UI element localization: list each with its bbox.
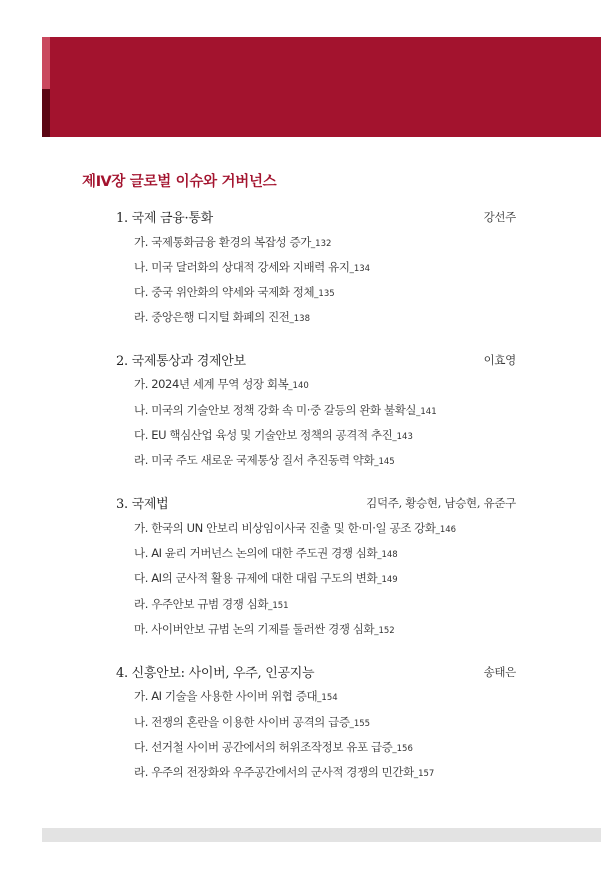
toc-item[interactable]: 다. AI의 군사적 활용 규제에 대한 대립 구도의 변화_149: [134, 571, 398, 585]
page-number: _154: [317, 693, 338, 703]
toc-item[interactable]: 라. 우주안보 규범 경쟁 심화_151: [134, 597, 289, 611]
toc-item[interactable]: 가. 2024년 세계 무역 성장 회복_140: [134, 377, 309, 391]
section-author: 강선주: [483, 210, 516, 224]
section-title[interactable]: 1. 국제 금융·통화: [116, 211, 213, 226]
banner-accent-light: [42, 37, 50, 89]
banner-accent-dark: [42, 89, 50, 137]
section-title[interactable]: 3. 국제법: [116, 497, 169, 512]
page-number: _143: [392, 432, 413, 442]
page-number: _155: [349, 719, 371, 729]
chapter-title: 제Ⅳ장 글로벌 이슈와 거버넌스: [82, 174, 277, 190]
page-number: _135: [314, 289, 335, 299]
page-number: _134: [349, 264, 371, 274]
toc-item[interactable]: 라. 미국 주도 새로운 국제통상 질서 추진동력 약화_145: [134, 453, 395, 467]
toc-item[interactable]: 라. 중앙은행 디지털 화폐의 진전_138: [134, 310, 310, 324]
toc-item[interactable]: 나. 미국의 기술안보 정책 강화 속 미·중 갈등의 완화 불확실_141: [134, 403, 437, 417]
toc-item[interactable]: 다. EU 핵심산업 육성 및 기술안보 정책의 공격적 추진_143: [134, 428, 413, 442]
section-title[interactable]: 2. 국제통상과 경제안보: [116, 354, 246, 369]
toc-item[interactable]: 다. 선거철 사이버 공간에서의 허위조작정보 유포 급증_156: [134, 740, 413, 754]
footer-bar: [42, 828, 601, 842]
toc-item[interactable]: 다. 중국 위안화의 약세와 국제화 정체_135: [134, 285, 335, 299]
page-number: _132: [310, 239, 332, 249]
page-number: _140: [288, 381, 309, 391]
page-number: _149: [377, 575, 398, 585]
toc-item[interactable]: 가. 한국의 UN 안보리 비상임이사국 진출 및 한·미·일 공조 강화_146: [134, 521, 457, 535]
header-banner: [42, 37, 601, 137]
page-number: _157: [413, 769, 435, 779]
page-number: _148: [377, 550, 398, 560]
toc-item[interactable]: 가. AI 기술을 사용한 사이버 위협 증대_154: [134, 689, 338, 703]
toc-item[interactable]: 마. 사이버안보 규범 논의 기제를 둘러싼 경쟁 심화_152: [134, 622, 395, 636]
page-number: _138: [289, 314, 310, 324]
section-title[interactable]: 4. 신흥안보: 사이버, 우주, 인공지능: [116, 666, 315, 681]
toc-item[interactable]: 나. 미국 달러화의 상대적 강세와 지배력 유지_134: [134, 260, 371, 274]
page-number: _145: [374, 457, 395, 467]
page-number: _156: [392, 744, 413, 754]
toc-item[interactable]: 가. 국제통화금융 환경의 복잡성 증가_132: [134, 235, 332, 249]
toc-item[interactable]: 나. 전쟁의 혼란을 이용한 사이버 공격의 급증_155: [134, 715, 371, 729]
page-number: _152: [374, 626, 395, 636]
toc-item[interactable]: 나. AI 윤리 거버넌스 논의에 대한 주도권 경쟁 심화_148: [134, 546, 398, 560]
section-author: 송태은: [483, 665, 516, 679]
toc-item[interactable]: 라. 우주의 전장화와 우주공간에서의 군사적 경쟁의 민간화_157: [134, 765, 435, 779]
page-number: _141: [416, 407, 437, 417]
section-author: 이효영: [483, 353, 516, 367]
section-author: 김덕주, 황승현, 남승현, 유준구: [366, 496, 516, 510]
page-number: _146: [435, 525, 457, 535]
page-number: _151: [268, 601, 289, 611]
